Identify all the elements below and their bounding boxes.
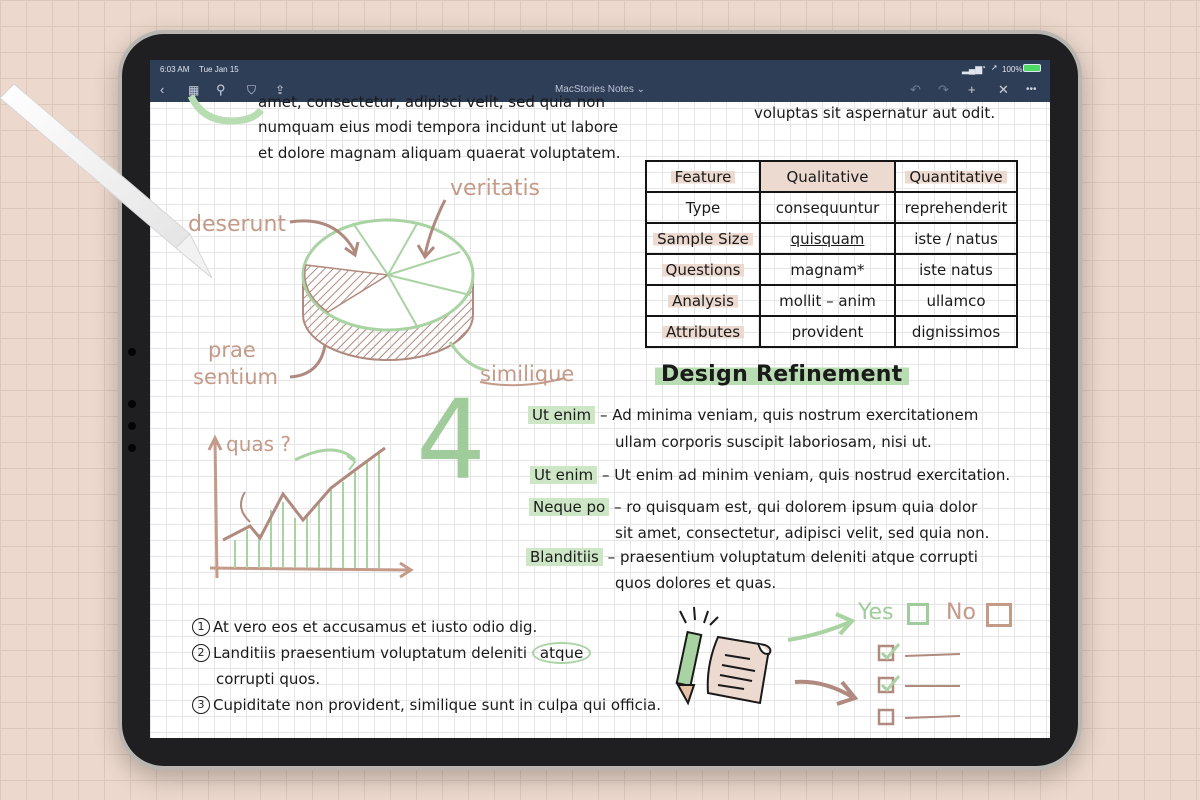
table-cell: ullamco: [895, 285, 1017, 316]
table-cell: mollit – anim: [760, 285, 895, 316]
list-text-cont: corrupti quos.: [216, 670, 321, 688]
term-definition-cont: sit amet, consectetur, adipisci velit, sed quia non.: [615, 524, 990, 542]
term-definition: – Ut enim ad minim veniam, quis nostrud exercitation.: [601, 466, 1011, 484]
yes-label: Yes: [858, 600, 894, 625]
note-screen: [150, 60, 1050, 738]
term-definition-cont: ullam corporis suscipit laboriosam, nisi ut.: [615, 433, 932, 451]
search-icon[interactable]: ⚲: [216, 82, 226, 97]
term-label: Ut enim: [528, 406, 595, 424]
grid-icon[interactable]: ▦: [188, 83, 200, 97]
intro-line: et dolore magnam aliquam quaerat voluptatem.: [258, 144, 621, 162]
table-cell: magnam*: [760, 254, 895, 285]
pie-label-sentium: sentium: [193, 365, 279, 389]
comparison-table: [645, 160, 1018, 348]
pie-label-veritatis: veritatis: [450, 176, 541, 201]
pie-label-similique: similique: [480, 362, 575, 386]
add-page-icon[interactable]: +: [968, 82, 976, 97]
table-header-cell: Feature: [646, 161, 760, 192]
yes-checkbox[interactable]: [907, 603, 929, 625]
list-item: [192, 644, 591, 662]
term-entry: [530, 466, 1010, 484]
table-header-cell: Quantitative: [895, 161, 1017, 192]
table-cell: Sample Size: [646, 223, 760, 254]
table-row: [646, 254, 1017, 285]
status-time: 6:03 AM: [160, 65, 190, 74]
wifi-icon: ◔: [981, 63, 986, 72]
side-dot: [128, 422, 136, 430]
status-date: Tue Jan 15: [199, 65, 239, 74]
undo-icon[interactable]: ↶: [910, 82, 921, 97]
table-cell: consequuntur: [760, 192, 895, 223]
term-definition-cont: quos dolores et quas.: [615, 574, 777, 592]
graph-label: quas ?: [226, 432, 292, 456]
side-dot: [128, 444, 136, 452]
side-dot: [128, 348, 136, 356]
section-heading: Design Refinement: [655, 362, 909, 387]
share-icon[interactable]: ⇪: [275, 83, 286, 97]
pie-chart-sketch: [298, 210, 488, 390]
intro-line: numquam eius modi tempora incidunt ut labore: [258, 118, 619, 136]
term-entry: [529, 498, 977, 516]
pie-label-prae: prae: [208, 338, 256, 362]
table-row: [646, 285, 1017, 316]
term-definition: – ro quisquam est, qui dolorem ipsum quia dolor: [613, 498, 978, 516]
pie-label-deserunt: deserunt: [188, 212, 287, 237]
term-definition: – Ad minima veniam, quis nostrum exercitationem: [599, 406, 979, 424]
term-entry: [528, 406, 978, 424]
circled-word: atque: [532, 642, 591, 664]
table-header-row: [646, 161, 1017, 192]
table-cell: quisquam: [760, 223, 895, 254]
table-cell: reprehenderit: [895, 192, 1017, 223]
list-number: 2: [192, 644, 210, 662]
table-row: [646, 316, 1017, 347]
list-item: [192, 618, 537, 636]
checklist-arrows: [780, 600, 860, 720]
apple-pencil: [0, 80, 230, 290]
list-text: Cupiditate non provident, similique sunt in culpa qui officia.: [213, 696, 661, 714]
table-cell: provident: [760, 316, 895, 347]
redo-icon[interactable]: ↷: [938, 82, 949, 97]
big-number: 4: [416, 376, 486, 504]
table-cell: Analysis: [646, 285, 760, 316]
table-row: [646, 192, 1017, 223]
table-cell: Questions: [646, 254, 760, 285]
table-header-cell: Qualitative: [760, 161, 895, 192]
checklist-sketch: [875, 640, 995, 730]
no-label: No: [946, 600, 976, 625]
list-item: [192, 696, 661, 714]
term-definition: – praesentium voluptatum deleniti atque corrupti: [607, 548, 978, 566]
term-label: Ut enim: [530, 466, 597, 484]
list-number: 1: [192, 618, 210, 636]
close-icon[interactable]: ✕: [998, 82, 1009, 97]
battery-icon: [1023, 64, 1041, 72]
list-text: Landitiis praesentium voluptatum deleniti: [213, 644, 528, 662]
term-entry: [526, 548, 978, 566]
battery-percent: 100%: [1002, 65, 1023, 74]
back-icon[interactable]: ‹: [160, 82, 165, 97]
table-row: [646, 223, 1017, 254]
table-cell: iste natus: [895, 254, 1017, 285]
term-label: Blanditiis: [526, 548, 603, 566]
location-icon: ➚: [991, 63, 998, 72]
table-cell: Attributes: [646, 316, 760, 347]
term-label: Neque po: [529, 498, 609, 516]
signal-icon: ▂▄▆: [962, 64, 983, 74]
bookmark-icon[interactable]: ⛉: [247, 83, 257, 97]
table-cell: iste / natus: [895, 223, 1017, 254]
intro-line: amet, consectetur, adipisci velit, sed quia non: [258, 93, 605, 111]
more-icon[interactable]: •••: [1026, 84, 1037, 95]
top-right-line: voluptas sit aspernatur aut odit.: [754, 104, 996, 122]
no-checkbox[interactable]: [986, 603, 1012, 627]
status-bar: [150, 60, 1050, 78]
list-number: 3: [192, 696, 210, 714]
pencil-paper-sticker: [670, 605, 780, 710]
document-title[interactable]: MacStories Notes ⌄: [554, 84, 646, 95]
side-dot: [128, 400, 136, 408]
list-text: At vero eos et accusamus et iusto odio dig.: [213, 618, 538, 636]
table-cell: Type: [646, 192, 760, 223]
table-cell: dignissimos: [895, 316, 1017, 347]
